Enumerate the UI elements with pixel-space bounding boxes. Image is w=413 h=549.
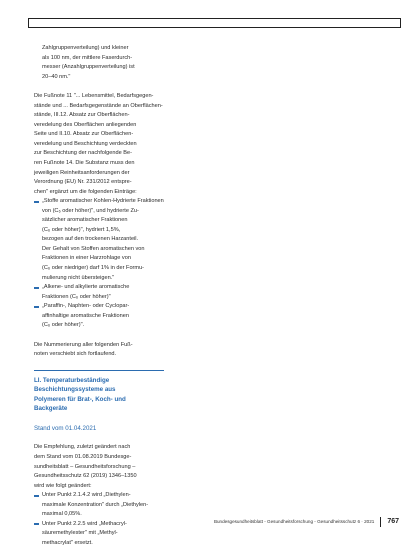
text-line: wird wie folgt geändert:	[34, 482, 92, 489]
text-line: Der Gehalt von Stoffen aromatischen von	[42, 245, 145, 252]
text-line: Fraktionen (C₆ oder höher)"	[42, 293, 111, 300]
bullet-dash-icon	[34, 287, 39, 289]
text-line: Unter Punkt 2.1.4.2 wird „Diethylen-	[42, 492, 131, 499]
text-line: maximal 0,05%.	[42, 511, 82, 518]
list-item	[34, 302, 164, 331]
text-line: mulierung nicht übersteigen."	[42, 274, 115, 281]
text-line: affinhaltige aromatische Fraktionen	[42, 312, 129, 319]
paragraph-gap	[34, 331, 164, 341]
text-line: methacrylat" ersetzt.	[42, 539, 93, 546]
paragraph-gap	[34, 82, 164, 92]
paragraph-renumbering	[34, 341, 164, 360]
heading-line: Backgeräte	[34, 405, 68, 413]
list-item	[34, 197, 164, 283]
paragraph-recommendation	[34, 443, 164, 491]
text-line: ren Fußnote 14. Die Substanz muss den	[34, 160, 135, 167]
text-column	[34, 44, 164, 548]
text-line: jeweiligen Reinheitsanforderungen der	[34, 169, 130, 176]
text-line: chen" ergänzt um die folgenden Einträge:	[34, 188, 137, 195]
bullet-dash-icon	[34, 201, 39, 203]
text-line: veredelung des Oberflächen anliegenden	[34, 121, 137, 128]
stand-date: Stand vom 01.04.2021	[34, 424, 97, 432]
page-number: 767	[387, 518, 399, 525]
text-line: Seite und II.10. Absatz zur Oberflächen-	[34, 131, 134, 138]
text-line: „Stoffe aromatischer Kohlen-Hydrierte Fraktionen	[42, 198, 164, 205]
heading-line: Polymeren für Brat-, Koch- und	[34, 395, 126, 403]
text-line: sundheitsblatt – Gesundheitsforschung –	[34, 463, 136, 470]
text-line: Verordnung (EU) Nr. 231/2012 entspre-	[34, 179, 132, 186]
text-line: „Paraffin-, Naphten- oder Cyclopar-	[42, 303, 130, 310]
list-item	[34, 283, 164, 302]
section-heading	[34, 376, 164, 414]
journal-line: Bundesgesundheitsblatt - Gesundheitsforschung - Gesundheitsschutz 6 · 2021	[213, 519, 375, 524]
text-line: bezogen auf den trockenen Harzanteil.	[42, 236, 139, 243]
entries-list	[34, 197, 164, 331]
text-line: Fraktionen in einer Harzrohlage von	[42, 255, 131, 262]
text-line: „Alkene- und alkylierte aromatische	[42, 284, 130, 291]
text-line: noten verschiebt sich fortlaufend.	[34, 351, 117, 358]
header-frame	[28, 18, 401, 28]
text-line: zur Beschichtung der nachfolgende Be-	[34, 150, 132, 157]
text-line: als 100 nm, der mittlere Faserdurch-	[42, 54, 133, 61]
text-line: von (C₆ oder höher)", und hydrierte Zu-	[42, 207, 139, 214]
paragraph-gap	[34, 360, 164, 370]
section-divider	[34, 370, 164, 371]
text-line: säuremethylester" mit „Methyl-	[42, 530, 118, 537]
footer-divider	[380, 517, 381, 527]
list-item	[34, 491, 164, 520]
bullet-dash-icon	[34, 495, 39, 497]
text-line: sätzlicher aromatischer Fraktionen	[42, 217, 128, 224]
text-line: Die Fußnote 11 "... Lebensmittel, Bedarfsgegen-	[34, 93, 154, 100]
text-line: (C₆ oder höher)".	[42, 322, 85, 329]
text-line: (C₆ oder niedriger) darf 1% in der Formu-	[42, 265, 145, 272]
heading-line: Beschichtungssysteme aus	[34, 386, 116, 394]
page-footer	[214, 517, 399, 527]
heading-line: LI. Temperaturbeständige	[34, 376, 110, 384]
text-line: Die Nummerierung aller folgenden Fuß-	[34, 341, 133, 348]
text-line: Gesundheitsschutz 62 (2019) 1346–1350	[34, 473, 137, 480]
text-line: (C₆ oder höher)", hydriert 1,5%,	[42, 226, 121, 233]
text-line: stände, III.12. Absatz zur Oberflächen-	[34, 112, 130, 119]
text-line: Die Empfehlung, zuletzt geändert nach	[34, 444, 131, 451]
text-line: dem Stand vom 01.08.2019 Bundesge-	[34, 454, 132, 460]
paragraph-gap	[34, 414, 164, 424]
paragraph-gap	[34, 433, 164, 443]
list-item	[34, 520, 164, 549]
text-line: stände und ... Bedarfsgegenstände an Oberflächen-	[34, 102, 163, 109]
changes-list	[34, 491, 164, 548]
text-line: messer (Anzahlgruppenverteilung) ist	[42, 64, 135, 71]
bullet-dash-icon	[34, 523, 39, 525]
text-line: maximale Konzentration" durch „Diethylen-	[42, 501, 149, 508]
paragraph-intro	[34, 44, 164, 82]
bullet-dash-icon	[34, 306, 39, 308]
text-line: Unter Punkt 2.2.5 wird „Methacryl-	[42, 520, 127, 527]
text-line: Zahlgruppenverteilung) und kleiner	[42, 45, 129, 51]
text-line: 20–40 nm."	[42, 73, 71, 80]
text-line: veredelung und Beschichtung verdeckten	[34, 140, 137, 147]
paragraph-footnote	[34, 92, 164, 197]
